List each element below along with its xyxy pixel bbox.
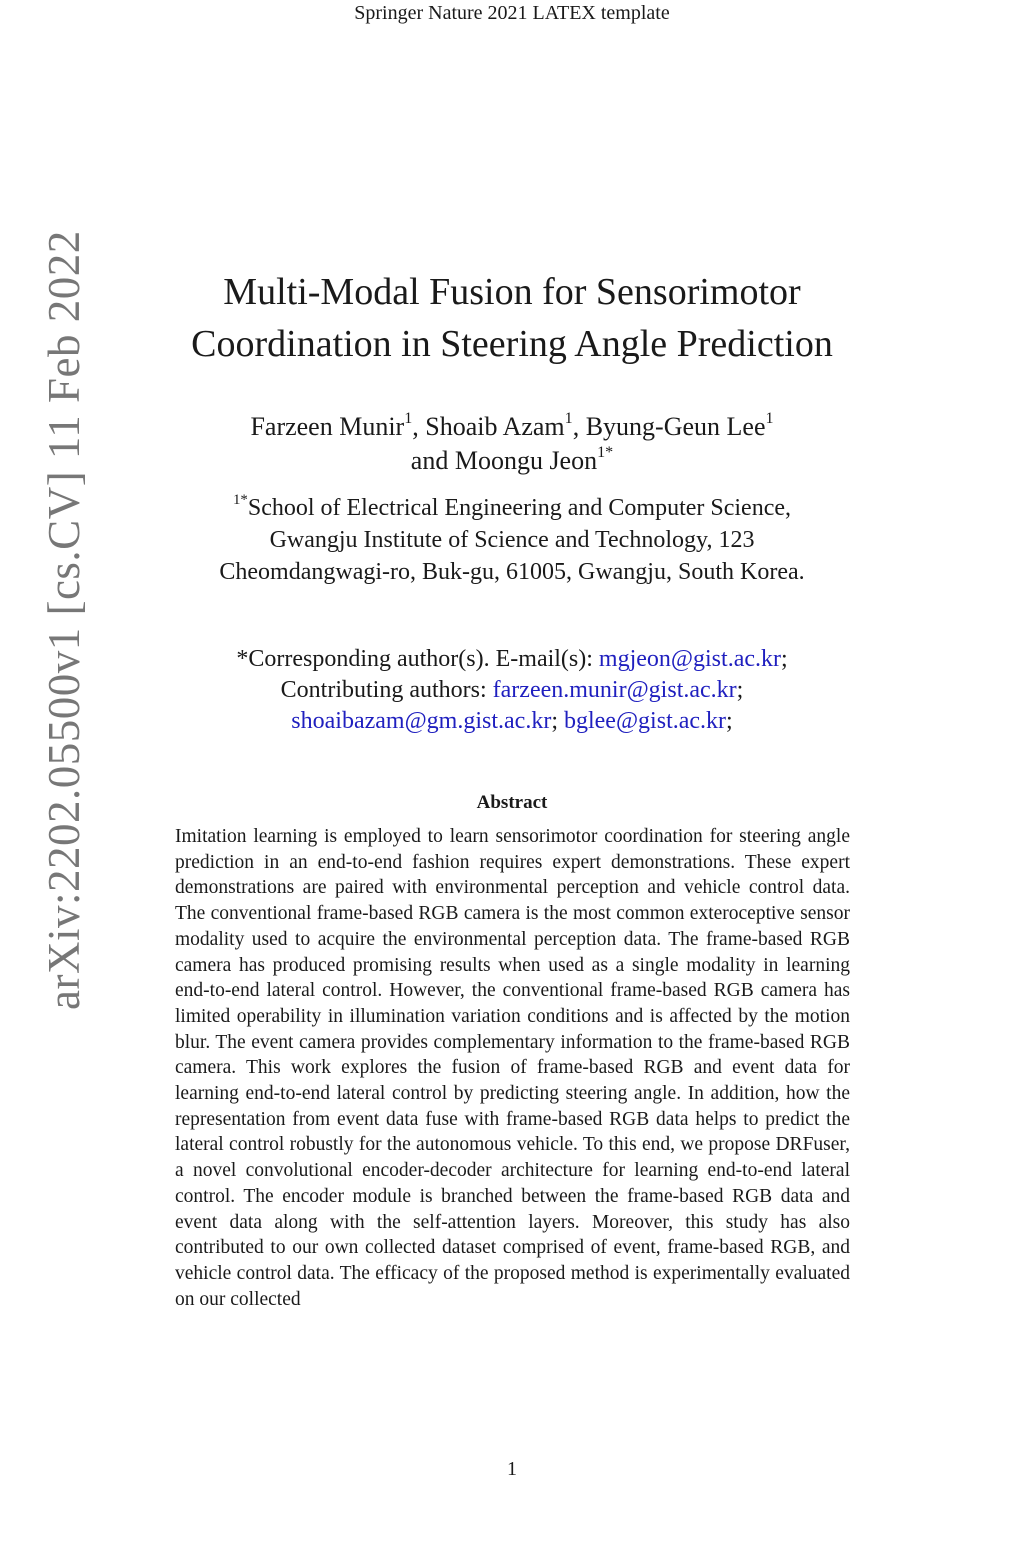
- author-name: Shoaib Azam: [425, 412, 565, 441]
- author-name: Byung-Geun Lee: [585, 412, 766, 441]
- affiliation-line-1: School of Electrical Engineering and Computer Science,: [247, 495, 792, 521]
- abstract-heading: Abstract: [476, 792, 548, 813]
- page-number: 1: [507, 1458, 517, 1480]
- author-affiliation-mark: 1: [765, 409, 774, 427]
- running-head: Springer Nature 2021 LATEX template: [354, 2, 670, 24]
- contributing-email-link[interactable]: bglee@gist.ac.kr: [563, 708, 727, 734]
- arxiv-identifier-stamp: arXiv:2202.05500v1 [cs.CV] 11 Feb 2022: [39, 230, 89, 1010]
- author-name: and Moongu Jeon: [410, 446, 598, 475]
- paper-title: [120, 266, 904, 370]
- affiliation-block: [150, 492, 874, 588]
- affiliation-line-3: Cheomdangwagi-ro, Buk-gu, 61005, Gwangju, South Korea.: [219, 559, 805, 585]
- author-affiliation-mark: 1*: [597, 443, 614, 461]
- contributing-email-link[interactable]: farzeen.munir@gist.ac.kr: [492, 677, 737, 703]
- author-name: Farzeen Munir: [250, 412, 405, 441]
- corresponding-label: *Corresponding author(s). E-mail(s):: [236, 646, 599, 672]
- corresponding-email-link[interactable]: mgjeon@gist.ac.kr: [598, 646, 781, 672]
- contributing-email-link[interactable]: shoaibazam@gm.gist.ac.kr: [291, 708, 552, 734]
- abstract-text: Imitation learning is employed to learn sensorimotor coordination for steering angle prediction in an end-to-end fashion requires expert demonstrations. These expert demonstrations are paired with environmental perception and vehicle control data. The conventional frame-based RGB camera is the most common exteroceptive sensor modality used to acquire the environmental perception data. The frame-based RGB camera has produced promising results when used as a single modality in learning end-to-end lateral control. However, the conventional frame-based RGB camera has limited operability in illumination variation conditions and is affected by the motion blur. The event camera provides complementary information to the frame-based RGB camera. This work explores the fusion of frame-based RGB and event data for learning end-to-end lateral control by predicting steering angle. In addition, how the representation from event data fuse with frame-based RGB data helps to predict the lateral control robustly for the autonomous vehicle. To this end, we propose DRFuser, a novel convolutional encoder-decoder architecture for learning end-to-end lateral control. The encoder module is branched between the frame-based RGB data and event data along with the self-attention layers. Moreover, this study has also contributed to our own collected dataset comprised of event, frame-based RGB, and vehicle control data. The efficacy of the proposed method is experimentally evaluated on our collected: [175, 826, 850, 1310]
- title-line-2: Coordination in Steering Angle Prediction: [191, 323, 833, 365]
- affiliation-mark: 1*: [232, 491, 248, 508]
- contributing-label: Contributing authors:: [280, 677, 493, 703]
- author-affiliation-mark: 1: [564, 409, 573, 427]
- contact-block: *Corresponding author(s). E-mail(s): mgjeon@gist.ac.kr; Contributing authors: farzeen.munir@gist.ac.kr; shoaibazam@gm.gist.ac.kr; bglee@gist.ac.kr;: [236, 646, 788, 734]
- title-line-1: Multi-Modal Fusion for Sensorimotor: [223, 271, 801, 313]
- affiliation-line-2: Gwangju Institute of Science and Technology, 123: [269, 527, 755, 553]
- author-affiliation-mark: 1: [404, 409, 413, 427]
- author-list: Farzeen Munir$^1$, Shoaib Azam$^1$, Byung-Geun Lee$^1$ and Moongu Jeon$^{1*}$: [250, 409, 774, 475]
